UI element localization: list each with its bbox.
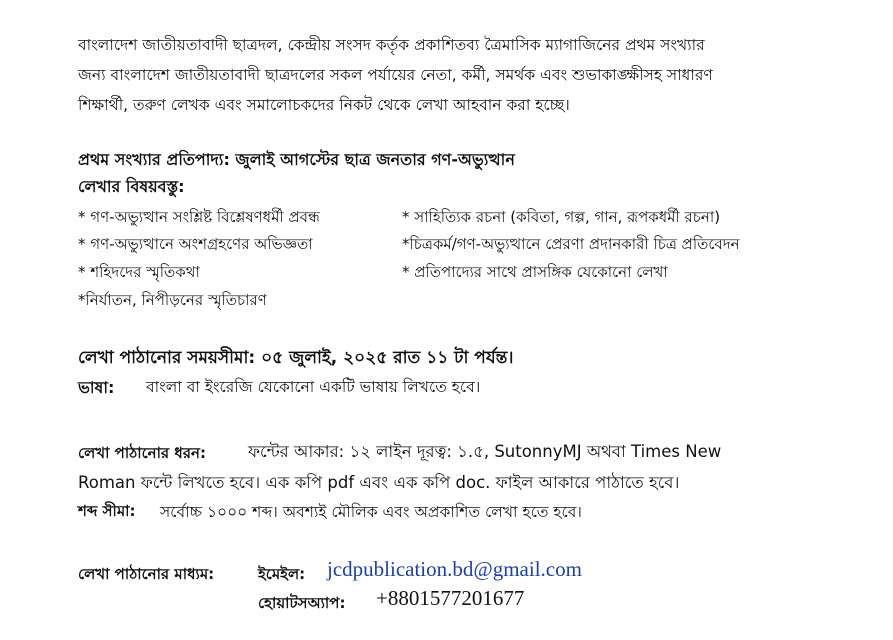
language-text: বাংলা বা ইংরেজি যেকোনো একটি ভাষায় লিখতে হবে। bbox=[146, 378, 481, 396]
format-line-2: Roman ফন্টে লিখতে হবে। এক কপি pdf এবং এক কপি doc. ফাইল আকারে পাঠাতে হবে। bbox=[78, 473, 680, 492]
intro-line-3: শিক্ষার্থী, তরুণ লেখক এবং সমালোচকদের নিকট থেকে লেখা আহবান করা হচ্ছে। bbox=[78, 96, 570, 114]
word-limit-label: শব্দ সীমা: bbox=[78, 502, 136, 520]
email-label: ইমেইল: bbox=[258, 565, 306, 583]
word-limit-text: সর্বোচ্চ ১০০০ শব্দ। অবশ্যই মৌলিক এবং অপ্রকাশিত লেখা হতে হবে। bbox=[160, 503, 582, 521]
language-label: ভাষা: bbox=[78, 378, 115, 397]
topic-item: *চিত্রকর্ম/গণ-অভ্যুত্থানে প্রেরণা প্রদানকারী চিত্র প্রতিবেদন bbox=[402, 235, 740, 253]
topic-item: * সাহিত্যিক রচনা (কবিতা, গল্প, গান, রূপকধর্মী রচনা) bbox=[402, 208, 721, 226]
email-link[interactable]: jcdpublication.bd@gmail.com bbox=[327, 557, 582, 581]
topic-item: * গণ-অভ্যুত্থান সংশ্লিষ্ট বিশ্লেষণধর্মী প্রবন্ধ bbox=[78, 208, 320, 226]
format-label: লেখা পাঠানোর ধরন: bbox=[78, 444, 206, 462]
format-line-1: ফন্টের আকার: ১২ লাইন দূরত্ব: ১.৫, SutonnyMJ অথবা Times New bbox=[248, 442, 722, 461]
whatsapp-number: +8801577201677 bbox=[376, 586, 525, 610]
theme-heading: প্রথম সংখ্যার প্রতিপাদ্য: জুলাই আগস্টের ছাত্র জনতার গণ-অভ্যুত্থান bbox=[78, 150, 515, 169]
topic-item: * শহিদদের স্মৃতিকথা bbox=[78, 263, 200, 281]
intro-line-2: জন্য বাংলাদেশ জাতীয়তাবাদী ছাত্রদলের সকল পর্যায়ের নেতা, কর্মী, সমর্থক এবং শুভাকাঙ্ক্ষীসহ সাধারণ bbox=[78, 66, 713, 84]
topics-heading: লেখার বিষয়বস্তু: bbox=[78, 177, 185, 196]
whatsapp-label: হোয়াটসঅ্যাপ: bbox=[258, 594, 346, 612]
contact-label: লেখা পাঠানোর মাধ্যম: bbox=[78, 565, 215, 583]
deadline: লেখা পাঠানোর সময়সীমা: ০৫ জুলাই, ২০২৫ রাত ১১ টা পর্যন্ত। bbox=[78, 348, 514, 368]
topic-item: * গণ-অভ্যুত্থানে অংশগ্রহণের অভিজ্ঞতা bbox=[78, 235, 313, 253]
intro-line-1: বাংলাদেশ জাতীয়তাবাদী ছাত্রদল, কেন্দ্রীয় সংসদ কর্তৃক প্রকাশিতব্য ত্রৈমাসিক ম্যাগাজিনের প্রথম সংখ্যার bbox=[78, 36, 705, 54]
topic-item: * প্রতিপাদ্যের সাথে প্রাসঙ্গিক যেকোনো লেখা bbox=[402, 263, 668, 281]
topic-item: *নির্যাতন, নিপীড়নের স্মৃতিচারণ bbox=[78, 291, 267, 309]
